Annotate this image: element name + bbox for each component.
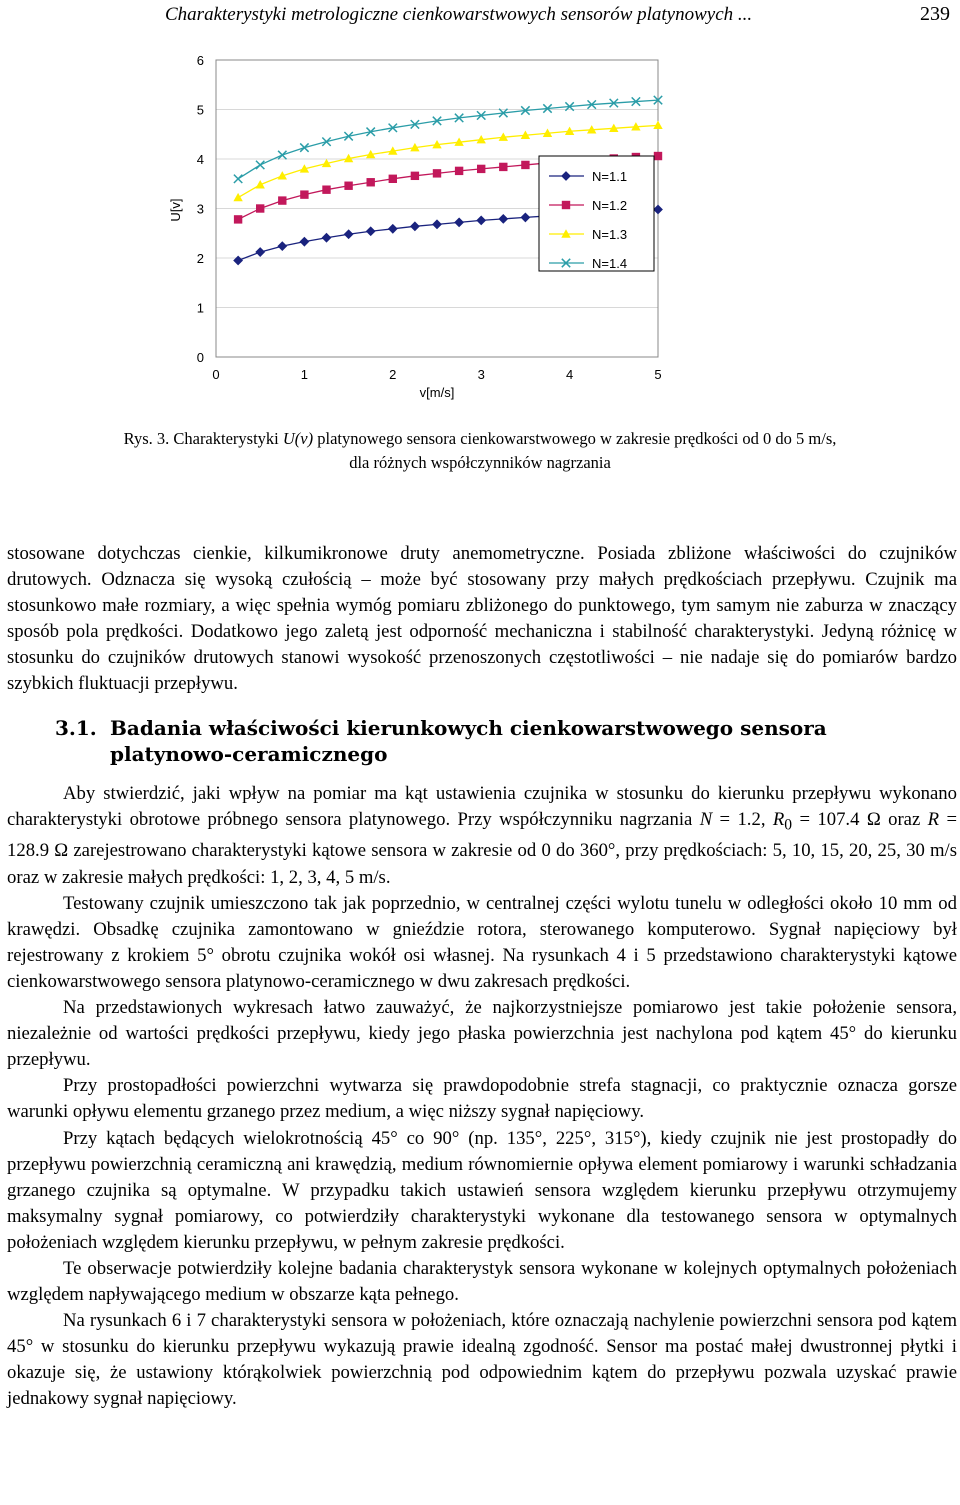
paragraph-7: Te obserwacje potwierdziły kolejne badania charakterystyk sensora wykonane w kolejnych optymalnych położeniach względem napływającego medium w obszarze kąta pełnego. bbox=[7, 1257, 957, 1306]
legend-label: N=1.3 bbox=[592, 227, 628, 242]
legend-label: N=1.4 bbox=[592, 256, 628, 271]
legend-marker bbox=[562, 201, 570, 209]
data-point bbox=[499, 163, 507, 171]
data-point bbox=[300, 190, 308, 198]
data-point bbox=[300, 143, 308, 151]
data-point bbox=[322, 185, 330, 193]
data-point bbox=[367, 178, 375, 186]
data-point bbox=[256, 204, 264, 212]
y-tick-label: 5 bbox=[196, 102, 204, 118]
paragraph-4: Na przedstawionych wykresach łatwo zauważyć, że najkorzystniejsze pomiarowo jest takie położenie sensora, niezależnie od wartości prędkości przepływu, kiedy jego płaska powierzchnia jest nachylona pod kątem 45° do kierunku przepływu. bbox=[7, 997, 957, 1071]
data-point bbox=[433, 220, 441, 228]
y-axis-label: U[v] bbox=[168, 198, 183, 222]
data-point bbox=[322, 137, 330, 145]
page-header bbox=[0, 2, 960, 28]
y-tick-label: 4 bbox=[196, 152, 204, 167]
data-point bbox=[653, 121, 662, 129]
paragraph-2: Aby stwierdzić, jaki wpływ na pomiar ma kąt ustawienia czujnika w stosunku do kierunku przepływu wykonano charakterystyki obrotowe próbnego sensora platynowego. Przy współczynniku nagrzania N = 1.2, $R_0 = 107.4$ Ω oraz R = 128.9 Ω zarejestrowano charakterystyki kątowe sensora w zakresie od 0 do 360°, przy prędkościach: 5, 10, 15, 20, 25, 30 m/s oraz w zakresie małych prędkości: 1, 2, 3, 4, 5 m/s. bbox=[7, 782, 957, 888]
paragraph-6: Przy kątach będących wielokrotnością 45° co 90° (np. 135°, 225°, 315°), kiedy czujnik nie jest prostopadły do przepływu powierzchnią ceramiczną ani krawędzią, medium równomiernie opływa element pomiarowy i warunki schładzania grzanego czujnika są optymalne. W przypadku takich ustawień sensora względem kierunku przepływu otrzymujemy maksymalny sygnał pomiarowy, co potwierdziły charakterystyki wykonane dla testowanego sensora w optymalnych położeniach względem kierunku przepływu, w pełnym zakresie prędkości. bbox=[7, 1127, 957, 1253]
figure-caption bbox=[0, 427, 960, 475]
data-point bbox=[521, 213, 529, 221]
y-tick-label: 1 bbox=[196, 300, 204, 316]
x-tick-label: 0 bbox=[212, 367, 220, 382]
data-point bbox=[389, 175, 397, 183]
data-point bbox=[322, 234, 330, 242]
y-tick-label: 0 bbox=[196, 350, 204, 365]
section-title-line-2: platynowo-ceramicznego bbox=[110, 741, 388, 766]
page-number: 239 bbox=[920, 3, 950, 25]
data-point bbox=[256, 161, 264, 169]
data-point bbox=[278, 242, 286, 250]
section-number: 3.1. bbox=[55, 715, 97, 740]
data-point bbox=[411, 172, 419, 180]
x-tick-label: 2 bbox=[389, 367, 397, 382]
data-point bbox=[477, 216, 485, 224]
x-axis-label: v[m/s] bbox=[419, 385, 455, 400]
data-point bbox=[411, 222, 419, 230]
x-tick-label: 3 bbox=[477, 367, 485, 382]
data-point bbox=[389, 225, 397, 233]
data-point bbox=[455, 218, 463, 226]
data-point bbox=[521, 161, 529, 169]
body-text bbox=[7, 541, 957, 1413]
data-point bbox=[344, 230, 352, 238]
data-point bbox=[234, 215, 242, 223]
x-tick-label: 4 bbox=[565, 367, 574, 382]
x-tick-label: 5 bbox=[654, 367, 662, 382]
data-point bbox=[278, 196, 286, 204]
section-title-line-1: Badania właściwości kierunkowych cienkowarstwowego sensora bbox=[110, 715, 827, 740]
data-point bbox=[233, 193, 242, 201]
running-title: Charakterystyki metrologiczne cienkowarstwowych sensorów platynowych ... bbox=[165, 4, 753, 25]
x-tick-label: 1 bbox=[300, 367, 309, 382]
data-point bbox=[477, 165, 485, 173]
paragraph-8: Na rysunkach 6 i 7 charakterystyki sensora w położeniach, które oznaczają nachylenie powierzchni sensora pod kątem 45° w stosunku do kierunku przepływu wykazują prawie idealną zgodność. Sensor ma postać małej dwustronnej płytki i okazuje się, że ustawiony którąkolwiek powierzchnią pod odpowiednim kątem do przepływu pozwala uzyskać prawie jednakowy sygnał napięciowy. bbox=[7, 1310, 957, 1410]
data-point bbox=[234, 175, 242, 183]
data-point bbox=[654, 205, 662, 213]
data-point bbox=[433, 169, 441, 177]
data-point bbox=[256, 248, 264, 256]
data-point bbox=[499, 215, 507, 223]
section-heading bbox=[55, 715, 957, 767]
paragraph-1: stosowane dotychczas cienkie, kilkumikronowe druty anemometryczne. Posiada zbliżone właściwości do czujników drutowych. Odznacza się wysoką czułością – może być stosowany przy małych prędkościach przepływu. Czujnik ma stosunkowo małe rozmiary, a więc spełnia wymóg pomiaru zbliżonego do punktowego, tym samym nie zaburza w znaczący sposób pola prędkości. Dodatkowo jego zaletą jest odporność mechaniczna i stabilność charakterystyki. Jedyną różnicę w stosunku do czujników drutowych stanowi wysokość przenoszonych częstotliwości – nie nadaje się do pomiarów bardzo szybkich fluktuacji przepływu. bbox=[7, 543, 957, 695]
data-point bbox=[300, 237, 308, 245]
data-point bbox=[256, 180, 265, 188]
x-tick-labels bbox=[212, 367, 661, 382]
data-point bbox=[654, 152, 662, 160]
y-tick-labels bbox=[197, 53, 204, 365]
data-point bbox=[455, 167, 463, 175]
y-tick-label: 6 bbox=[196, 53, 204, 68]
paragraph-3: Testowany czujnik umieszczono tak jak poprzednio, w centralnej części wylotu tunelu w odległości około 10 mm od krawędzi. Obsadkę czujnika zamontowano w gnieździe rotora, sterowanego komputerowo. Sygnał napięciowy był rejestrowany z krokiem 5° obrotu czujnika wokół osi własnej. Na rysunkach 4 i 5 przedstawiono charakterystyki kątowe cienkowarstwowego sensora platynowo-ceramicznego w dwu zakresach prędkości. bbox=[7, 892, 957, 992]
caption-line-2: dla różnych współczynników nagrzania bbox=[349, 453, 611, 472]
legend-label: N=1.2 bbox=[592, 198, 628, 213]
caption-line-1: Rys. 3. Charakterystyki U(v) platynowego sensora cienkowarstwowego w zakresie prędkości od 0 do 5 m/s, bbox=[123, 429, 837, 448]
legend-label: N=1.1 bbox=[592, 169, 628, 184]
y-tick-label: 2 bbox=[196, 251, 204, 266]
voltage-velocity-chart bbox=[160, 40, 680, 410]
data-point bbox=[344, 182, 352, 190]
y-tick-label: 3 bbox=[196, 201, 204, 217]
data-point bbox=[278, 151, 286, 159]
paragraph-5: Przy prostopadłości powierzchni wytwarza się prawdopodobnie strefa stagnacji, co praktycznie oznacza gorsze warunki opływu elementu grzanego przez medium, a więc niższy sygnał napięciowy. bbox=[7, 1075, 957, 1123]
chart-legend bbox=[539, 156, 654, 271]
data-point bbox=[367, 227, 375, 235]
